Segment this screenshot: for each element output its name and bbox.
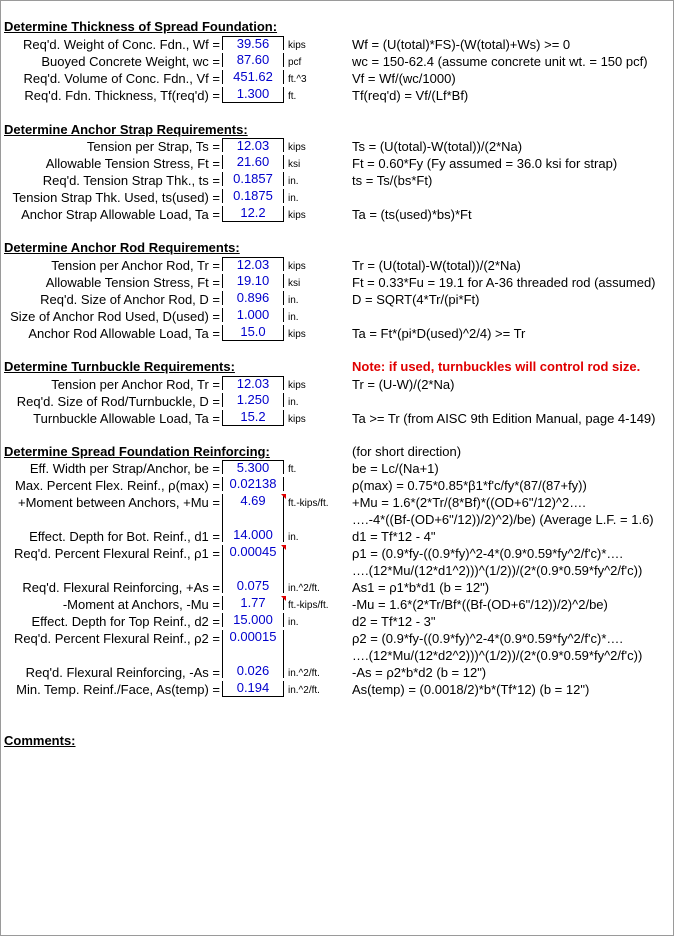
row-label: Req'd. Volume of Conc. Fdn., Vf = [23, 71, 220, 86]
unit-label: kips [288, 414, 306, 425]
row-label: Anchor Rod Allowable Load, Ta = [28, 326, 220, 341]
formula-text: As(temp) = (0.0018/2)*b*(Tf*12) (b = 12") [352, 682, 590, 697]
formula-text: be = Lc/(Na+1) [352, 461, 439, 476]
formula-text: D = SQRT(4*Tr/(pi*Ft) [352, 292, 480, 307]
row-label: Tension Strap Thk. Used, ts(used) = [12, 190, 220, 205]
value-cell[interactable]: 21.60 [222, 155, 284, 169]
row-label: Req'd. Tension Strap Thk., ts = [42, 173, 220, 188]
row-label: Tension per Anchor Rod, Tr = [51, 258, 220, 273]
formula-text: Vf = Wf/(wc/1000) [352, 71, 456, 86]
value-cell[interactable]: 1.250 [222, 393, 284, 407]
value-cell[interactable]: 1.300 [222, 87, 284, 103]
comment-indicator-icon[interactable] [281, 545, 286, 550]
unit-label: kips [288, 40, 306, 51]
row-label: Effect. Depth for Bot. Reinf., d1 = [29, 529, 220, 544]
row-label: Req'd. Percent Flexural Reinf., ρ2 = [13, 631, 220, 646]
section-heading-comments: Comments: [4, 733, 76, 748]
formula-text: d2 = Tf*12 - 3" [352, 614, 436, 629]
value-cell[interactable]: 87.60 [222, 53, 284, 67]
formula-text: -Mu = 1.6*(2*Tr/Bf*((Bf-(OD+6"/12))/2)^2/be) [352, 597, 608, 612]
section-heading-turnbuckle: Determine Turnbuckle Requirements: [4, 359, 235, 374]
formula-text: Ts = (U(total)-W(total))/(2*Na) [352, 139, 523, 154]
value-cell[interactable]: 14.000 [222, 528, 284, 542]
section-heading-strap: Determine Anchor Strap Requirements: [4, 122, 248, 137]
value-cell[interactable]: 15.2 [222, 410, 284, 426]
row-label: Anchor Strap Allowable Load, Ta = [21, 207, 220, 222]
formula-text: Tr = (U-W)/(2*Na) [352, 377, 455, 392]
unit-label: in.^2/ft. [288, 583, 320, 594]
value-cell[interactable]: 12.03 [222, 376, 284, 390]
row-label: Req'd. Percent Flexural Reinf., ρ1 = [13, 546, 220, 561]
unit-label: ksi [288, 159, 301, 170]
reinforcing-note: (for short direction) [352, 444, 462, 459]
unit-label: kips [288, 380, 306, 391]
row-label: Eff. Width per Strap/Anchor, be = [29, 461, 220, 476]
formula-text: ρ1 = (0.9*fy-((0.9*fy)^2-4*(0.9*0.59*fy^2/f'c)*…. [352, 546, 623, 561]
formula-text-continued: ….-4*((Bf-(OD+6"/12))/2)^2)/be) (Average L.F. = 1.6) [352, 512, 654, 527]
formula-text-continued: ….(12*Mu/(12*d1^2)))^(1/2))/(2*(0.9*0.59*fy^2/f'c)) [352, 563, 643, 578]
row-label: Tension per Strap, Ts = [86, 139, 220, 154]
formula-text: ρ(max) = 0.75*0.85*β1*f'c/fy*(87/(87+fy)) [352, 478, 587, 493]
section-heading-thickness: Determine Thickness of Spread Foundation: [4, 19, 278, 34]
unit-label: in. [288, 397, 299, 408]
section-heading-rod: Determine Anchor Rod Requirements: [4, 240, 240, 255]
unit-label: kips [288, 329, 306, 340]
value-cell[interactable]: 12.03 [222, 138, 284, 152]
value-cell[interactable]: 39.56 [222, 36, 284, 50]
formula-text: Ft = 0.60*Fy (Fy assumed = 36.0 ksi for strap) [352, 156, 618, 171]
unit-label: in. [288, 176, 299, 187]
row-label: Req'd. Fdn. Thickness, Tf(req'd) = [24, 88, 220, 103]
value-cell[interactable]: 1.000 [222, 308, 284, 322]
value-cell[interactable]: 0.1875 [222, 189, 284, 203]
formula-text: Tr = (U(total)-W(total))/(2*Na) [352, 258, 521, 273]
unit-label: in.^2/ft. [288, 685, 320, 696]
value-cell[interactable]: 12.2 [222, 206, 284, 222]
formula-text: d1 = Tf*12 - 4" [352, 529, 436, 544]
row-label: Tension per Anchor Rod, Tr = [51, 377, 220, 392]
value-cell[interactable]: 12.03 [222, 257, 284, 271]
formula-text: Ta = (ts(used)*bs)*Ft [352, 207, 472, 222]
value-cell[interactable]: 4.69 [222, 494, 284, 528]
value-cell[interactable]: 0.00045 [222, 545, 284, 579]
value-cell[interactable]: 5.300 [222, 460, 284, 474]
row-label: Min. Temp. Reinf./Face, As(temp) = [16, 682, 220, 697]
unit-label: ft. [288, 91, 297, 102]
row-label: Size of Anchor Rod Used, D(used) = [10, 309, 220, 324]
value-cell[interactable]: 15.0 [222, 325, 284, 341]
unit-label: in. [288, 295, 299, 306]
formula-text: Ta = Ft*(pi*D(used)^2/4) >= Tr [352, 326, 526, 341]
unit-label: kips [288, 142, 306, 153]
row-label: Turnbuckle Allowable Load, Ta = [33, 411, 220, 426]
value-cell[interactable]: 0.194 [222, 681, 284, 697]
comment-indicator-icon[interactable] [281, 494, 286, 499]
row-label: Req'd. Flexural Reinforcing, +As = [22, 580, 220, 595]
formula-text: Tf(req'd) = Vf/(Lf*Bf) [352, 88, 469, 103]
value-cell[interactable]: 0.00015 [222, 630, 284, 664]
row-label: Buoyed Concrete Weight, wc = [41, 54, 220, 69]
comment-indicator-icon[interactable] [281, 596, 286, 601]
row-label: Allowable Tension Stress, Ft = [45, 156, 220, 171]
unit-label: in. [288, 312, 299, 323]
row-label: Allowable Tension Stress, Ft = [45, 275, 220, 290]
row-label: +Moment between Anchors, +Mu = [18, 495, 220, 510]
unit-label: ksi [288, 278, 301, 289]
value-cell[interactable]: 0.1857 [222, 172, 284, 186]
row-label: Max. Percent Flex. Reinf., ρ(max) = [15, 478, 220, 493]
formula-text: ρ2 = (0.9*fy-((0.9*fy)^2-4*(0.9*0.59*fy^2/f'c)*…. [352, 631, 623, 646]
unit-label: in. [288, 617, 299, 628]
unit-label: ft.^3 [288, 74, 307, 85]
formula-text: Ta >= Tr (from AISC 9th Edition Manual, page 4-149) [352, 411, 656, 426]
unit-label: ft.-kips/ft. [288, 498, 329, 509]
row-label: Req'd. Weight of Conc. Fdn., Wf = [23, 37, 220, 52]
unit-label: in. [288, 193, 299, 204]
formula-text: wc = 150-62.4 (assume concrete unit wt. = 150 pcf) [352, 54, 648, 69]
value-cell[interactable]: 0.02138 [222, 477, 284, 491]
row-label: Req'd. Size of Rod/Turnbuckle, D = [16, 394, 220, 409]
unit-label: kips [288, 210, 306, 221]
unit-label: in.^2/ft. [288, 668, 320, 679]
value-cell[interactable]: 15.000 [222, 613, 284, 627]
formula-text: +Mu = 1.6*(2*Tr/(8*Bf)*((OD+6"/12)^2…. [352, 495, 586, 510]
row-label: -Moment at Anchors, -Mu = [62, 597, 220, 612]
value-cell[interactable]: 451.62 [222, 70, 284, 84]
unit-label: pcf [288, 57, 302, 68]
unit-label: kips [288, 261, 306, 272]
row-label: Req'd. Size of Anchor Rod, D = [40, 292, 220, 307]
value-cell[interactable]: 0.075 [222, 579, 284, 593]
formula-text: Wf = (U(total)*FS)-(W(total)+Ws) >= 0 [352, 37, 571, 52]
formula-text: As1 = ρ1*b*d1 (b = 12") [352, 580, 490, 595]
value-cell[interactable]: 0.026 [222, 664, 284, 678]
value-cell[interactable]: 1.77 [222, 596, 284, 610]
value-cell[interactable]: 19.10 [222, 274, 284, 288]
unit-label: ft. [288, 464, 297, 475]
unit-label: ft.-kips/ft. [288, 600, 329, 611]
formula-text: -As = ρ2*b*d2 (b = 12") [352, 665, 487, 680]
formula-text: ts = Ts/(bs*Ft) [352, 173, 433, 188]
row-label: Effect. Depth for Top Reinf., d2 = [31, 614, 220, 629]
row-label: Req'd. Flexural Reinforcing, -As = [25, 665, 220, 680]
section-heading-reinforcing: Determine Spread Foundation Reinforcing: [4, 444, 270, 459]
formula-text-continued: ….(12*Mu/(12*d2^2)))^(1/2))/(2*(0.9*0.59*fy^2/f'c)) [352, 648, 643, 663]
value-cell[interactable]: 0.896 [222, 291, 284, 305]
formula-text: Ft = 0.33*Fu = 19.1 for A-36 threaded rod (assumed) [352, 275, 656, 290]
turnbuckle-note: Note: if used, turnbuckles will control rod size. [352, 359, 641, 374]
unit-label: in. [288, 532, 299, 543]
